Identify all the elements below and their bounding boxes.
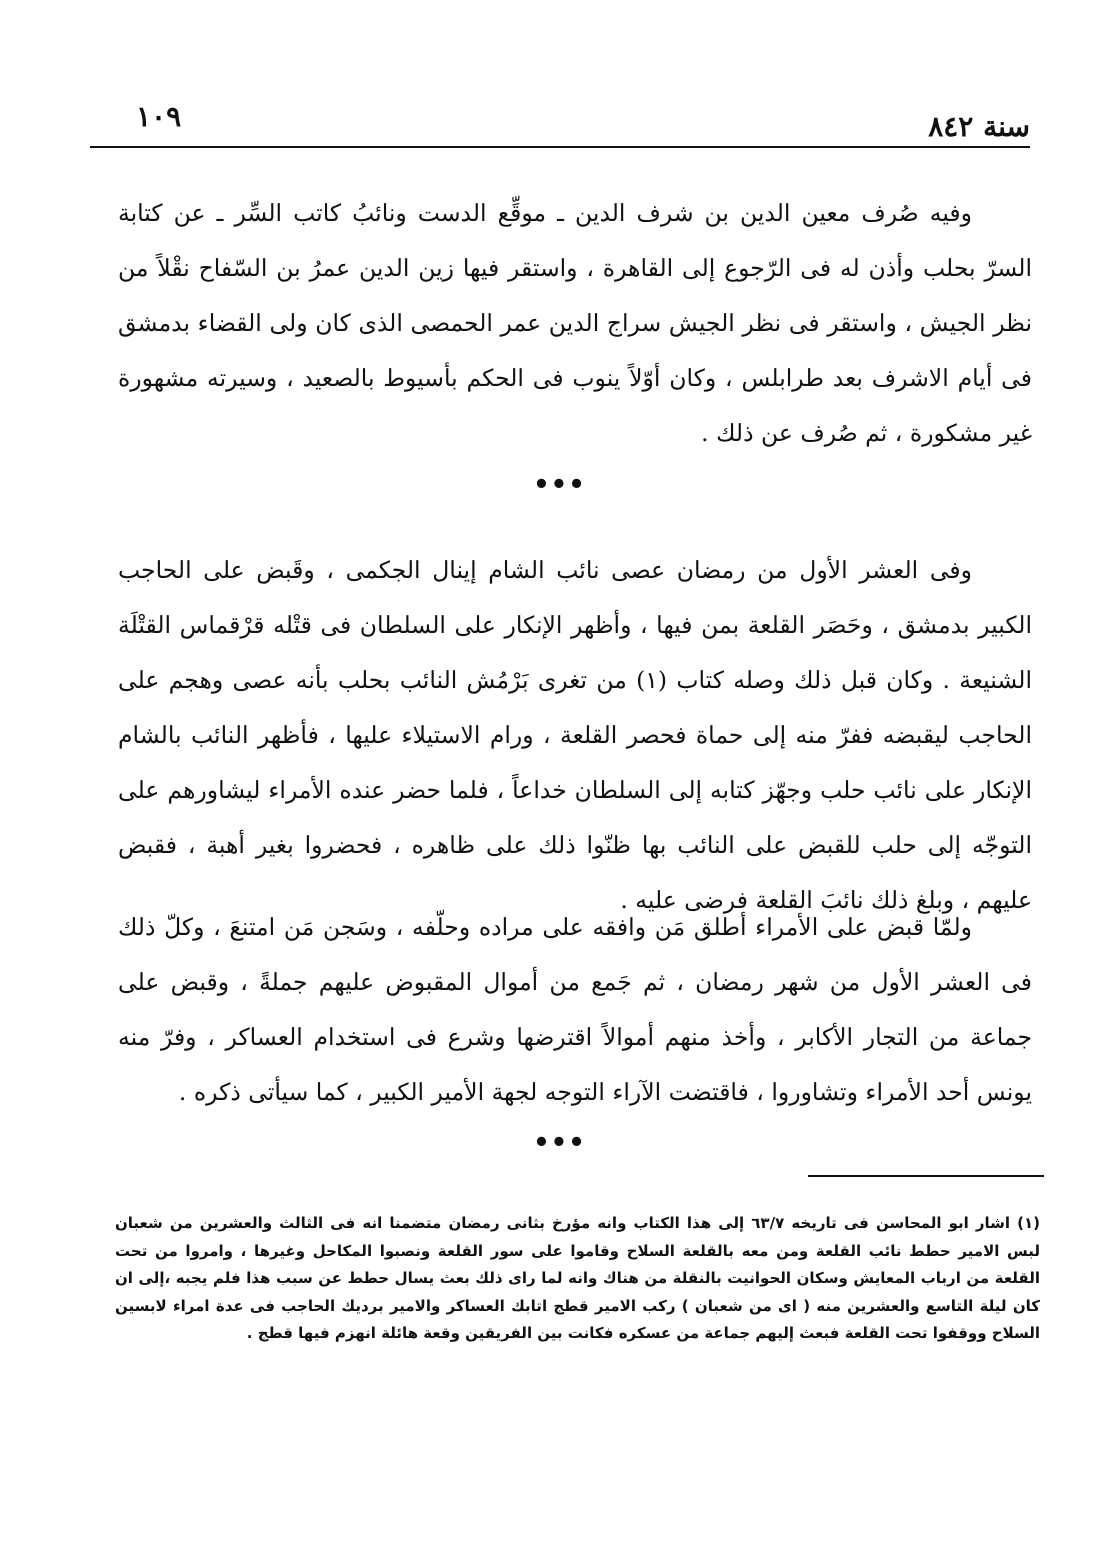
running-title-year: سنة ٨٤٢ [928,110,1030,143]
footnote-divider [808,1175,1044,1177]
section-separator: ••• [533,470,586,500]
section-separator: ••• [533,1128,586,1158]
running-header [90,100,1030,148]
paragraph-text: ولمّا قبض على الأمراء أطلق مَن وافقه على مراده وحلّفه ، وسَجن مَن امتنعَ ، وكلّ ذلك فى العشر الأول من شهر رمضان ، ثم جَمع من أموال المقبوض عليهم جملةً ، وقبض على جماعة من التجار الأكابر ، وأخذ منهم أموالاً اقترضها وشرع فى استخدام العساكر ، وفرّ منه يونس أحد الأمراء وتشاوروا ، فاقتضت الآراء التوجه لجهة الأمير الكبير ، كما سيأتى ذكره . [118,913,1032,1106]
paragraph-1 [118,186,1032,461]
paragraph-text: وفى العشر الأول من رمضان عصى نائب الشام إينال الجكمى ، وقَبض على الحاجب الكبير بدمشق ، وحَصَر القلعة بمن فيها ، وأظهر الإنكار على السلطان فى قتْله قرْقماس القتْلَة الشنيعة . وكان قبل ذلك وصله كتاب (١) من تغرى بَرْمُش النائب بحلب بأنه عصى وهجم على الحاجب ليقبضه ففرّ منه إلى حماة فحصر القلعة ، ورام الاستيلاء عليها ، فأظهر النائب بالشام الإنكار على نائب حلب وجهّز كتابه إلى السلطان خداعاً ، فلما حضر عنده الأمراء ليشاورهم على التوجّه إلى حلب للقبض على النائب بها ظنّوا ذلك على ظاهره ، فحضروا بغير أهبة ، فقبض عليهم ، وبلغ ذلك نائبَ القلعة فرضى عليه . [118,556,1032,914]
paragraph-text: وفيه صُرف معين الدين بن شرف الدين ـ موقِّع الدست ونائبُ كاتب السِّر ـ عن كتابة السرّ بحلب وأذن له فى الرّجوع إلى القاهرة ، واستقر فيها زين الدين عمرُ بن السّفاح نقْلاً من نظر الجيش ، واستقر فى نظر الجيش سراج الدين عمر الحمصى الذى كان ولى القضاء بدمشق فى أيام الاشرف بعد طرابلس ، وكان أوّلاً ينوب فى الحكم بأسيوط بالصعيد ، وسيرته مشهورة غير مشكورة ، ثم صُرف عن ذلك . [118,199,1032,447]
paragraph-3 [118,900,1032,1120]
paragraph-2 [118,543,1032,928]
footnote [115,1210,1040,1348]
footnote-text: (١) اشار ابو المحاسن فى تاريخه ٦٣/٧ إلى هذا الكتاب وانه مؤرخ بثانى رمضان متضمنا انه فى الثالث والعشرين من شعبان لبس الامير حطط نائب القلعة ومن معه بالقلعة السلاح وقاموا على سور القلعة ونصبوا المكاحل وغيرها ، وامروا من تحت القلعة من ارباب المعايش وسكان الحوانيت بالنقلة من هناك وانه لما راى ذلك بعث يسال حطط عن سبب هذا فلم يجبه ،إلى ان كان ليلة التاسع والعشرين منه ( اى من شعبان ) ركب الامير قطج اتابك العساكر والامير برديك الحاجب فى عدة امراء لابسين السلاح ووقفوا تحت القلعة فبعث إليهم جماعة من عسكره فكانت بين الفريقين وقعة هائلة انهزم فيها قطج . [115,1214,1040,1342]
page-number: ١٠٩ [136,100,182,133]
